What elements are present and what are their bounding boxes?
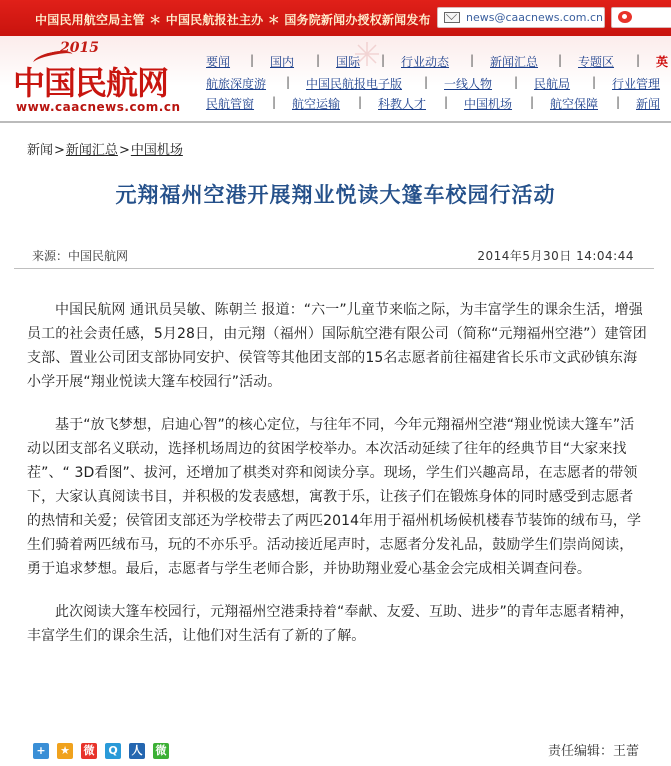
header-divider bbox=[0, 121, 671, 123]
breadcrumb-item-airports[interactable]: 中国机场 bbox=[130, 143, 183, 158]
share-weibo-icon[interactable]: 微 bbox=[81, 743, 97, 759]
logo-name: 中国民航网 bbox=[13, 64, 169, 102]
weibo-icon bbox=[618, 11, 632, 23]
top-bar-text: 中国民用航空局主管 ＊ 中国民航报社主办 ＊ 国务院新闻办授权新闻发布 bbox=[35, 13, 431, 27]
nav-item-travel[interactable]: 航旅深度游 bbox=[206, 77, 267, 91]
top-bar bbox=[0, 0, 671, 36]
breadcrumb-separator: > bbox=[54, 143, 65, 158]
nav-item-education[interactable]: 科教人才 bbox=[378, 97, 427, 111]
breadcrumb bbox=[27, 139, 183, 158]
article-editor: 责任编辑：王蕾 bbox=[547, 744, 639, 759]
nav-item-window[interactable]: 民航管窗 bbox=[206, 97, 255, 111]
article-paragraph: 此次阅读大篷车校园行，元翔福州空港秉持着“奉献、友爱、互助、进步”的青年志愿者精神，丰富学生们的课余生活，让他们对生活有了新的了解。 bbox=[27, 604, 634, 644]
article-paragraph: 基于“放飞梦想，启迪心智”的核心定位，与往年不同，今年元翔福州空港“翔业悦读大篷车”活动以团支部名义联动，选择机场周边的贫困学校举办。本次活动延续了往年的经典节目“大家来找茬”、“ 3D看图”、拔河，还增加了棋类对弈和阅读分享。现场，学生们兴趣高昂，在志愿者的带领下，大家认真阅读书目，并积极的发表感想，寓教于乐，让孩子们在锻炼身体的同时感受到志愿者的热情和关爱；侯管团支部还为学校带去了两匹2014年用于福州机场候机楼春节装饰的绒布马，学生们骑着两匹绒布马，玩的不亦乐乎。活动接近尾声时，志愿者分发礼品，鼓励学生们崇尚阅读，勇于追求梦想。最后，志愿者与学生老师合影，并协助翔业爱心基金会完成相关调查问卷。 bbox=[27, 417, 642, 577]
nav-item-airports[interactable]: 中国机场 bbox=[464, 97, 513, 111]
share-more-icon[interactable]: + bbox=[33, 743, 49, 759]
envelope-icon bbox=[444, 12, 460, 23]
nav-item-news-summary[interactable]: 新闻汇总 bbox=[490, 55, 539, 69]
nav-item-management[interactable]: 行业管理 bbox=[612, 77, 661, 91]
nav-item-domestic[interactable]: 国内 bbox=[270, 55, 295, 69]
nav-item-air-transport[interactable]: 航空运输 bbox=[292, 97, 341, 111]
article-source: 来源：中国民航网 bbox=[32, 249, 129, 263]
email-address: news@caacnews.com.cn bbox=[466, 11, 604, 24]
breadcrumb-separator: > bbox=[118, 143, 130, 158]
main-nav: 要闻 | 国内 | 国际 | 行业动态 | 新闻汇总 | 专题区 | 英 航旅深度游 | 中国民航报电子版 | 一线人物 | 民航局 | 行业管理 民航管窗 | 航空运输 | 科教人才 | 中国机场 | 航空保障 | 新闻 bbox=[206, 53, 669, 111]
nav-item-topics[interactable]: 专题区 bbox=[578, 55, 615, 69]
breadcrumb-item-news[interactable]: 新闻 bbox=[27, 143, 54, 158]
nav-item-news[interactable]: 新闻 bbox=[636, 97, 661, 111]
article-meta bbox=[14, 236, 654, 269]
share-qzone-icon[interactable]: ★ bbox=[57, 743, 73, 759]
article-title: 元翔福州空港开展翔业悦读大篷车校园行活动 bbox=[115, 183, 556, 207]
weibo-link[interactable] bbox=[611, 7, 671, 28]
article-datetime: 2014年5月30日 14:04:44 bbox=[477, 249, 634, 263]
logo-url: www.caacnews.com.cn bbox=[16, 100, 181, 114]
breadcrumb-item-summary[interactable]: 新闻汇总 bbox=[65, 143, 118, 158]
share-renren-icon[interactable]: 人 bbox=[129, 743, 145, 759]
nav-item-headlines[interactable]: 要闻 bbox=[206, 55, 231, 69]
article-body bbox=[27, 298, 647, 648]
site-logo[interactable] bbox=[13, 40, 188, 116]
nav-item-caac[interactable]: 民航局 bbox=[534, 77, 571, 91]
logo-year: 2015 bbox=[60, 40, 99, 56]
nav-item-industry-news[interactable]: 行业动态 bbox=[401, 55, 450, 69]
share-qq-icon[interactable]: Q bbox=[105, 743, 121, 759]
nav-item-support[interactable]: 航空保障 bbox=[550, 97, 599, 111]
share-wechat-icon[interactable]: 微 bbox=[153, 743, 169, 759]
nav-item-international[interactable]: 国际 bbox=[336, 55, 361, 69]
nav-item-e-paper[interactable]: 中国民航报电子版 bbox=[306, 77, 403, 91]
nav-item-english[interactable]: 英 bbox=[656, 55, 669, 69]
nav-item-people[interactable]: 一线人物 bbox=[444, 77, 493, 91]
email-link[interactable] bbox=[437, 7, 605, 28]
article-paragraph: 中国民航网 通讯员吴敏、陈朝兰 报道：“六一”儿童节来临之际，为丰富学生的课余生活，增强员工的社会责任感，5月28日，由元翔（福州）国际航空港有限公司（简称“元翔福州空港”）建管团支部、置业公司团支部协同安护、侯管等其他团支部的15名志愿者前往福建省长乐市文武砂镇东海小学开展“翔业悦读大篷车校园行”活动。 bbox=[27, 302, 647, 390]
